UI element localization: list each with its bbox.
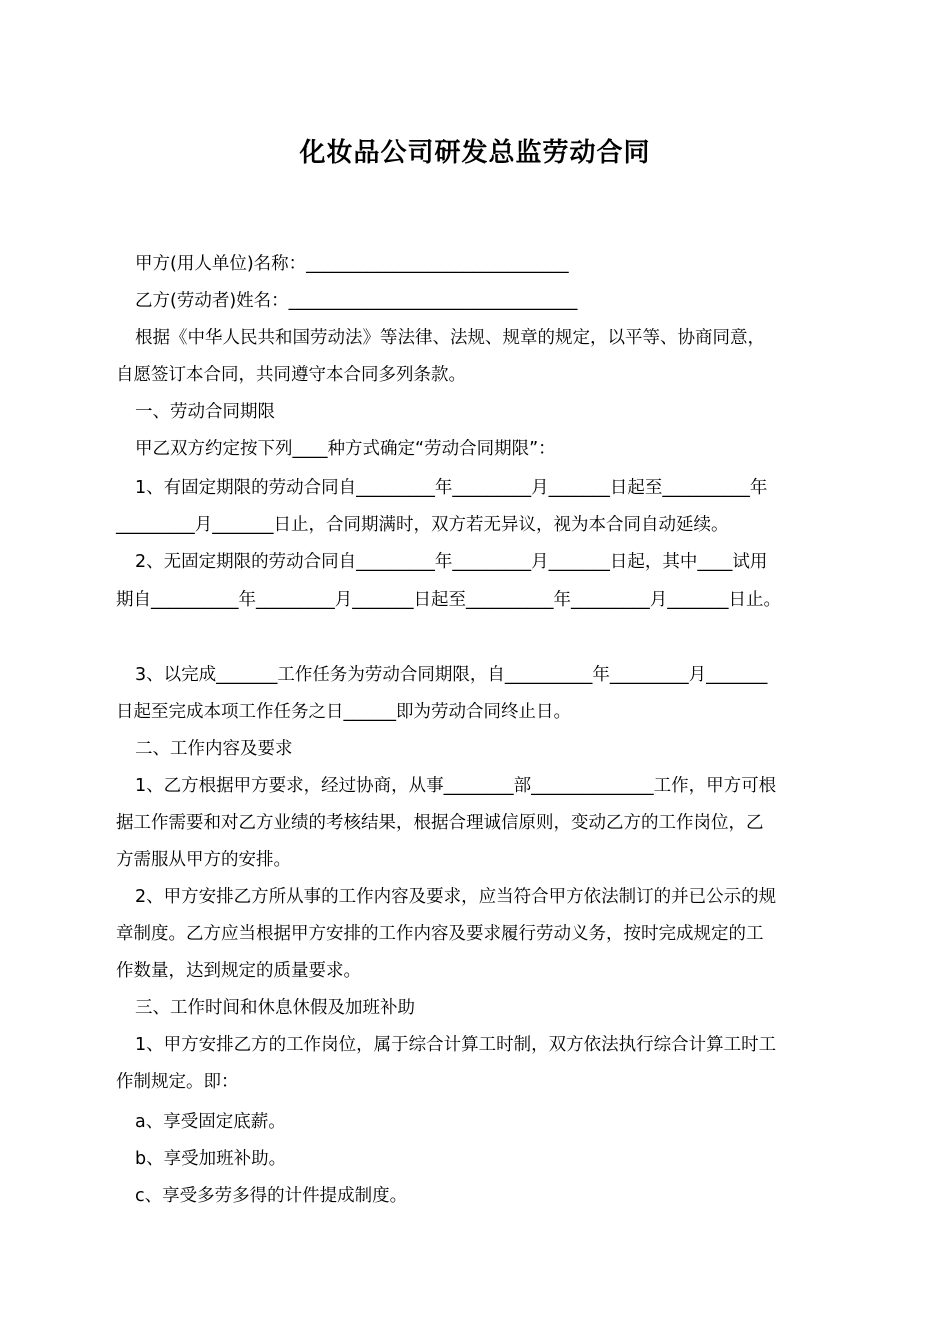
document-title: 化妆品公司研发总监劳动合同 (299, 138, 651, 168)
clause-2-1-line-1: 1、乙方根据甲方要求，经过协商，从事________部______________工作，甲方可根 (135, 776, 777, 796)
clause-2-2-line-3: 作数量，达到规定的质量要求。 (116, 961, 361, 981)
list-item-c: c、享受多劳多得的计件提成制度。 (135, 1186, 408, 1206)
clause-1-2-line-1: 2、无固定期限的劳动合同自_________年_________月_______日起，其中____试用 (135, 552, 768, 572)
party-b-name-line: 乙方(劳动者)姓名：_________________________________ (135, 291, 578, 311)
party-a-name-line: 甲方(用人单位)名称：______________________________ (135, 254, 569, 274)
clause-1-2-line-2: 期自__________年_________月_______日起至__________年_________月_______日止。 (116, 590, 781, 610)
clause-2-1-line-3: 方需服从甲方的安排。 (116, 850, 291, 870)
clause-3-1-line-2: 作制规定。即： (116, 1072, 239, 1092)
preamble-line-1: 根据《中华人民共和国劳动法》等法律、法规、规章的规定，以平等、协商同意， (135, 328, 765, 348)
section-2-heading: 二、工作内容及要求 (135, 739, 293, 759)
clause-1-3-line-2: 日起至完成本项工作任务之日______即为劳动合同终止日。 (116, 702, 571, 722)
clause-2-1-line-2: 据工作需要和对乙方业绩的考核结果，根据合理诚信原则，变动乙方的工作岗位，乙 (116, 813, 764, 833)
section-1-intro: 甲乙双方约定按下列____种方式确定“劳动合同期限”： (135, 439, 556, 459)
section-1-heading: 一、劳动合同期限 (135, 402, 275, 422)
list-item-b: b、享受加班补助。 (135, 1149, 287, 1169)
clause-1-1-line-2: _________月_______日止，合同期满时，双方若无异议，视为本合同自动延续。 (116, 515, 729, 535)
clause-1-1-line-1: 1、有固定期限的劳动合同自_________年_________月_______日起至__________年 (135, 478, 768, 498)
clause-1-3-line-1: 3、以完成_______工作任务为劳动合同期限，自__________年_________月_______ (135, 665, 768, 685)
list-item-a: a、享受固定底薪。 (135, 1112, 286, 1132)
section-3-heading: 三、工作时间和休息休假及加班补助 (135, 998, 415, 1018)
clause-2-2-line-2: 章制度。乙方应当根据甲方安排的工作内容及要求履行劳动义务，按时完成规定的工 (116, 924, 764, 944)
clause-3-1-line-1: 1、甲方安排乙方的工作岗位，属于综合计算工时制，双方依法执行综合计算工时工 (135, 1035, 777, 1055)
preamble-line-2: 自愿签订本合同，共同遵守本合同多列条款。 (116, 365, 466, 385)
clause-2-2-line-1: 2、甲方安排乙方所从事的工作内容及要求，应当符合甲方依法制订的并已公示的规 (135, 887, 777, 907)
